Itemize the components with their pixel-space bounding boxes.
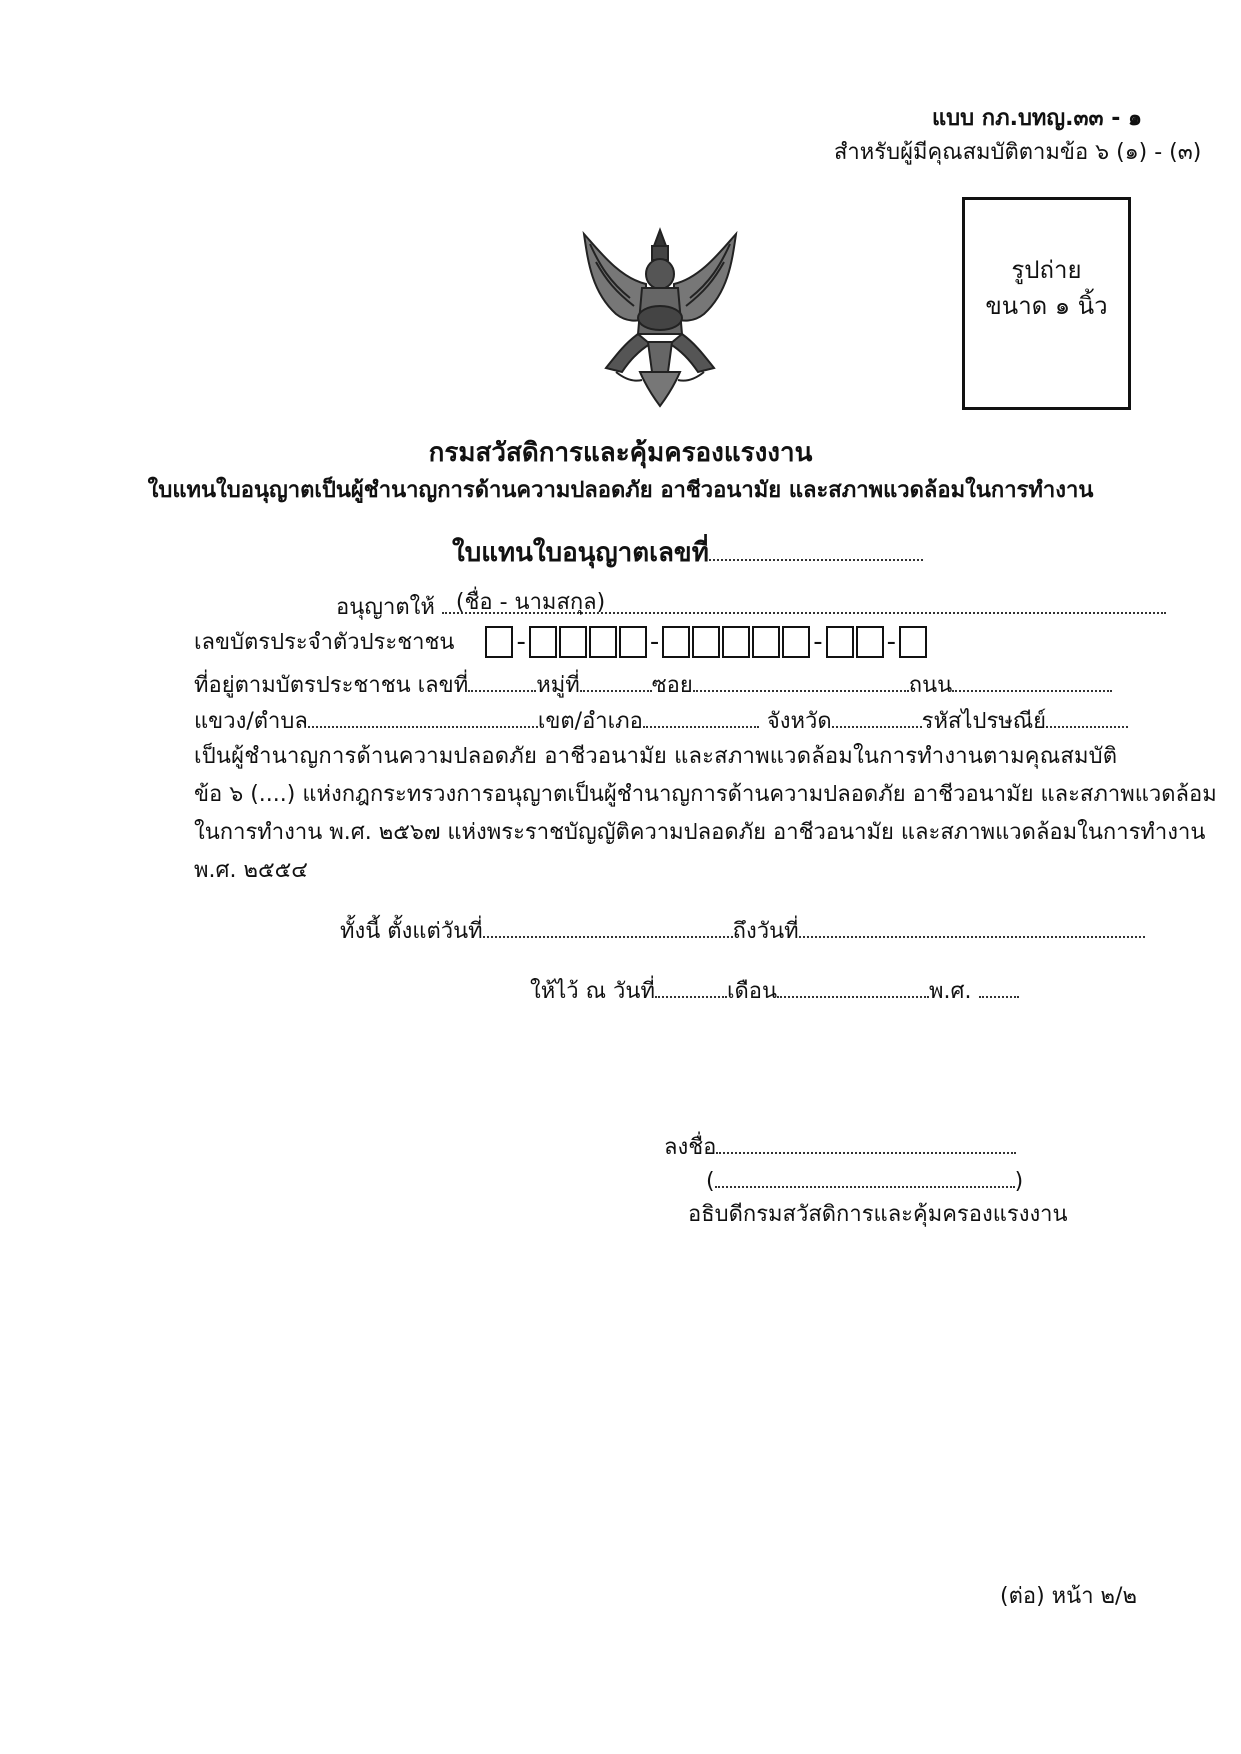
signature-close-paren: ) [1014,1169,1024,1194]
id-digit-box[interactable] [559,626,587,658]
id-digit-box[interactable] [692,626,720,658]
postcode-field[interactable] [1046,700,1128,728]
photo-label-line2: ขนาด ๑ นิ้ว [985,292,1108,320]
department-name: กรมสวัสดิการและคุ้มครองแรงงาน [428,438,813,468]
document-title: ใบแทนใบอนุญาตเป็นผู้ชำนาญการด้านความปลอดภัย อาชีวอนามัย และสภาพแวดล้อมในการทำงาน [147,478,1094,503]
issued-year-field[interactable] [979,970,1019,998]
body-line-2: ข้อ ๖ (....) แห่งกฎกระทรวงการอนุญาตเป็นผู้ชำนาญการด้านความปลอดภัย อาชีวอนามัย และสภาพแวดล้อม [194,782,1217,807]
id-digit-box[interactable] [662,626,690,658]
address-row-1 [194,664,1112,702]
license-number-row [452,532,923,573]
id-digit-box[interactable] [619,626,647,658]
province-field[interactable] [832,700,922,728]
signature-open-paren: ( [706,1169,715,1194]
signature-label: ลงชื่อ [664,1135,717,1160]
valid-from-field[interactable] [483,910,733,938]
body-line-3: ในการทำงาน พ.ศ. ๒๕๖๗ แห่งพระราชบัญญัติความปลอดภัย อาชีวอนามัย และสภาพแวดล้อมในการทำงาน [194,820,1206,845]
address-row-2 [194,700,1128,738]
issued-row [530,970,1019,1008]
road-field[interactable] [952,664,1112,692]
moo-label: หมู่ที่ [536,673,580,698]
id-digit-box[interactable] [856,626,884,658]
issued-year-label: พ.ศ. [929,979,972,1004]
id-digit-box[interactable] [722,626,750,658]
body-line-1: เป็นผู้ชำนาญการด้านความปลอดภัย อาชีวอนามัย และสภาพแวดล้อมในการทำงานตามคุณสมบัติ [194,744,1118,769]
page-number: (ต่อ) หน้า ๒/๒ [1000,1584,1137,1609]
soi-label: ซอย [651,673,693,698]
signature-name-field[interactable] [715,1160,1015,1188]
license-number-label: ใบแทนใบอนุญาตเลขที่ [452,538,709,568]
form-subtitle: สำหรับผู้มีคุณสมบัติตามข้อ ๖ (๑) - (๓) [834,140,1202,165]
issued-day-label: ให้ไว้ ณ วันที่ [530,979,655,1004]
signature-name-row [706,1160,1023,1194]
valid-to-label: ถึงวันที่ [732,919,799,944]
road-label: ถนน [908,673,953,698]
id-digit-box[interactable] [529,626,557,658]
id-separator: - [649,626,660,657]
province-label: จังหวัด [766,709,832,734]
signature-field[interactable] [716,1126,1016,1154]
moo-field[interactable] [580,664,652,692]
issued-month-label: เดือน [726,979,778,1004]
id-digit-box[interactable] [485,626,513,658]
postcode-label: รหัสไปรษณีย์ [921,709,1047,734]
valid-from-label: ทั้งนี้ ตั้งแต่วันที่ [340,919,483,944]
licensee-row [336,586,1166,624]
licensee-name-field[interactable] [442,586,1166,614]
issued-month-field[interactable] [777,970,929,998]
soi-field[interactable] [693,664,909,692]
garuda-emblem [570,222,750,410]
id-digit-box[interactable] [782,626,810,658]
house-number-field[interactable] [468,664,536,692]
id-digit-box[interactable] [899,626,927,658]
id-separator: - [516,626,526,657]
photo-label-line1: รูปถ่าย [1011,256,1082,284]
id-separator: - [886,626,897,657]
signer-position: อธิบดีกรมสวัสดิการและคุ้มครองแรงงาน [688,1202,1068,1227]
licensee-name-hint: (ชื่อ - นามสกุล) [455,590,606,615]
id-card-row [194,624,928,659]
issued-day-field[interactable] [655,970,727,998]
id-card-label: เลขบัตรประจำตัวประชาชน [194,630,455,655]
licensee-label: อนุญาตให้ [336,595,435,620]
form-code: แบบ กภ.บทญ.๓๓ - ๑ [932,106,1143,131]
valid-to-field[interactable] [799,910,1145,938]
body-line-4: พ.ศ. ๒๕๕๔ [194,858,308,883]
district-label: เขต/อำเภอ [537,709,643,734]
subdistrict-field[interactable] [308,700,538,728]
license-number-field[interactable] [709,533,923,561]
photo-placeholder-box [962,197,1131,410]
signature-row [664,1126,1016,1164]
subdistrict-label: แขวง/ตำบล [194,709,308,734]
id-digit-box[interactable] [752,626,780,658]
id-digit-box[interactable] [826,626,854,658]
district-field[interactable] [643,700,759,728]
address-label: ที่อยู่ตามบัตรประชาชน เลขที่ [194,673,469,698]
id-separator: - [813,626,823,657]
validity-row [340,910,1145,948]
id-digit-box[interactable] [589,626,617,658]
id-card-boxes[interactable] [484,626,928,657]
